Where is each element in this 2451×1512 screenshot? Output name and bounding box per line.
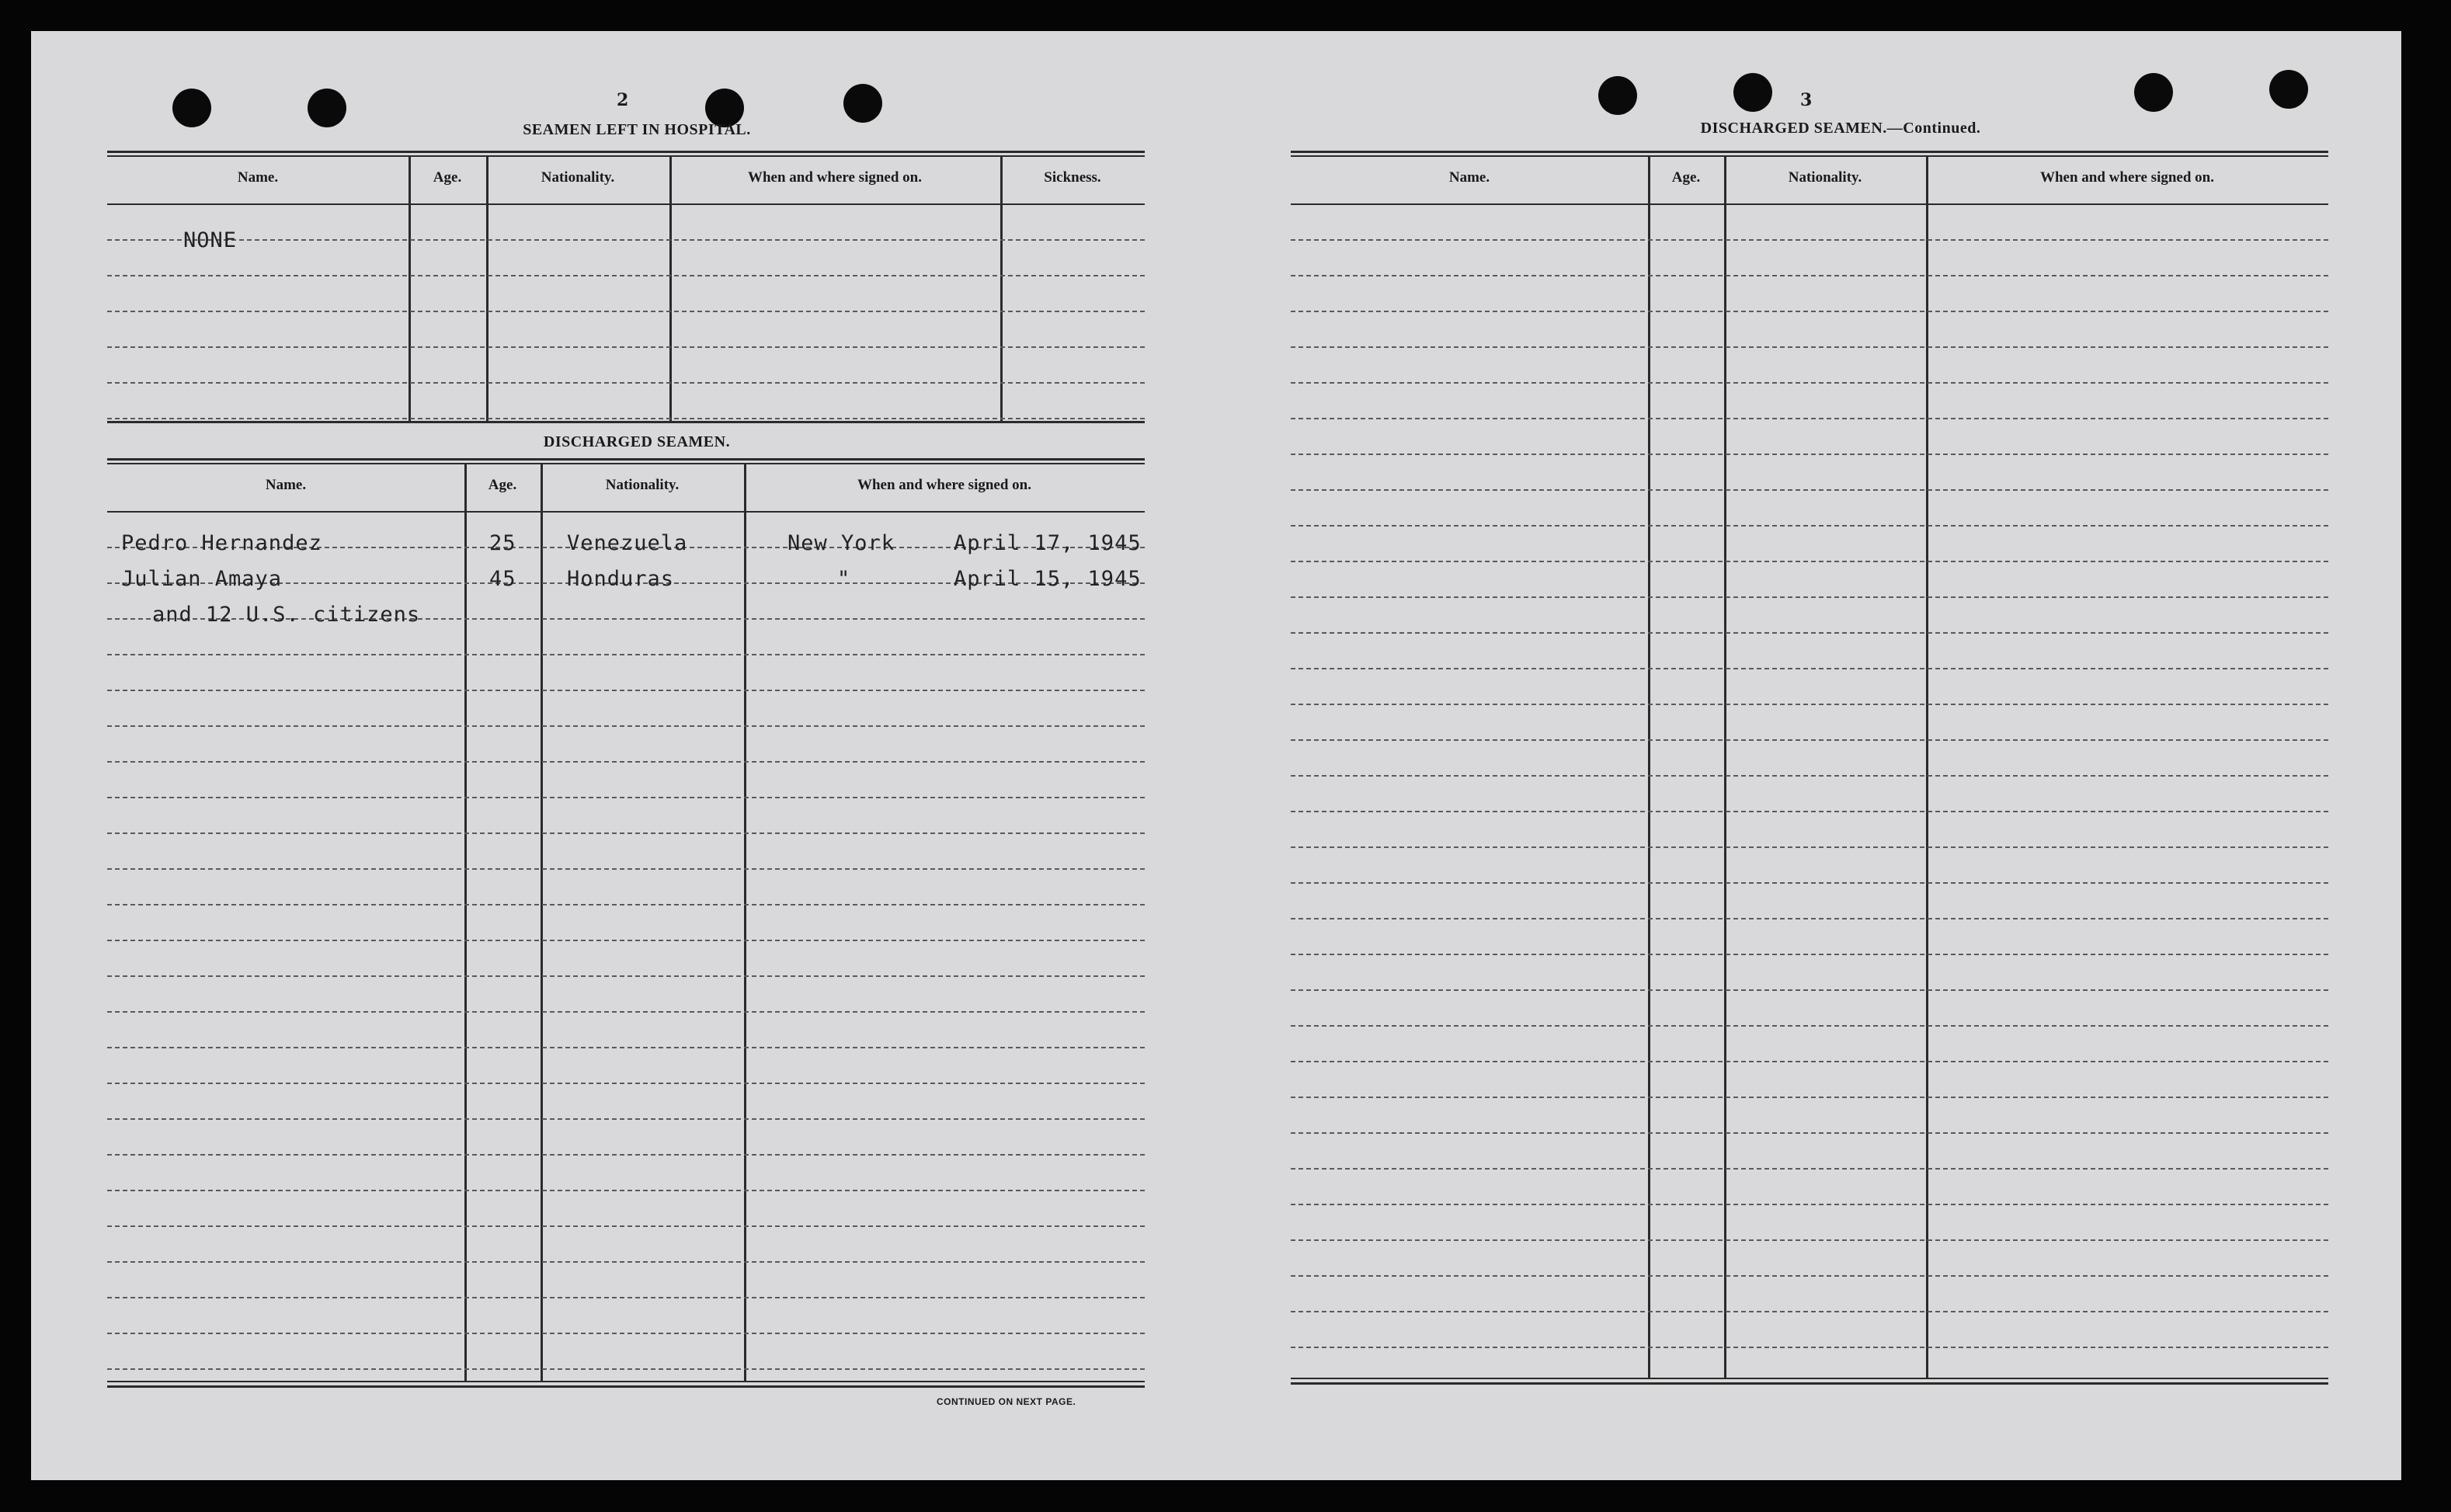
- page-number-left: 2: [617, 90, 629, 110]
- row-rule: [1291, 668, 2328, 669]
- row-rule: [107, 690, 1145, 691]
- row-rule: [1291, 1097, 2328, 1098]
- row-rule: [107, 797, 1145, 798]
- row-rule: [107, 1118, 1145, 1120]
- row-rule: [107, 1047, 1145, 1048]
- row-rule: [107, 239, 1145, 241]
- row-rule: [107, 654, 1145, 655]
- row-rule: [1291, 846, 2328, 848]
- row-rule: [107, 725, 1145, 727]
- row-rule: [107, 346, 1145, 348]
- row3-name: and 12 U.S. citizens: [152, 603, 421, 627]
- row-rule: [107, 275, 1145, 276]
- right-col-divider: [1724, 157, 1726, 1378]
- row2-place: ": [837, 567, 851, 591]
- hospital-top-rule-2: [107, 155, 1145, 157]
- right-top-rule: [1291, 151, 2328, 153]
- discharged-col-age: Age.: [488, 477, 517, 493]
- row-rule: [1291, 275, 2328, 276]
- discharged-col-divider: [744, 464, 746, 1381]
- row-rule: [1291, 704, 2328, 705]
- row-rule: [107, 1333, 1145, 1334]
- row-rule: [107, 382, 1145, 384]
- row-rule: [1291, 489, 2328, 491]
- punch-hole: [843, 84, 882, 123]
- row-rule: [1291, 382, 2328, 384]
- row-rule: [1291, 1025, 2328, 1027]
- row-rule: [1291, 1061, 2328, 1062]
- row-rule: [1291, 311, 2328, 312]
- row-rule: [107, 975, 1145, 977]
- row-rule: [1291, 632, 2328, 634]
- hospital-section-title: SEAMEN LEFT IN HOSPITAL.: [523, 121, 751, 138]
- hospital-header-rule: [107, 203, 1145, 205]
- hospital-col-divider: [408, 157, 411, 421]
- punch-hole: [2269, 70, 2308, 109]
- row1-nationality: Venezuela: [567, 531, 688, 555]
- right-bottom-rule-2: [1291, 1382, 2328, 1385]
- row-rule: [107, 1368, 1145, 1370]
- right-col-name: Name.: [1448, 169, 1490, 186]
- discharged-col-name: Name.: [265, 477, 307, 493]
- discharged-bottom-rule-2: [107, 1385, 1145, 1388]
- row-rule: [1291, 775, 2328, 777]
- hospital-col-divider: [669, 157, 672, 421]
- row1-name: Pedro Hernandez: [121, 531, 322, 555]
- right-col-signed-on: When and where signed on.: [2039, 169, 2214, 186]
- row-rule: [1291, 454, 2328, 455]
- row-rule: [1291, 418, 2328, 419]
- hospital-col-signed-on: When and where signed on.: [747, 169, 922, 186]
- row-rule: [1291, 596, 2328, 598]
- hospital-col-divider: [486, 157, 488, 421]
- row-rule: [107, 832, 1145, 834]
- row-rule: [1291, 1168, 2328, 1170]
- row-rule: [107, 940, 1145, 941]
- row-rule: [1291, 346, 2328, 348]
- row-rule: [107, 1190, 1145, 1191]
- row-rule: [107, 1261, 1145, 1263]
- discharged-col-nationality: Nationality.: [605, 477, 680, 493]
- row-rule: [107, 868, 1145, 870]
- row1-place: New York: [787, 531, 895, 555]
- right-top-rule-2: [1291, 155, 2328, 157]
- row-rule: [107, 418, 1145, 419]
- row2-age: 45: [489, 567, 516, 591]
- hospital-col-name: Name.: [237, 169, 279, 186]
- row-rule: [1291, 561, 2328, 562]
- row-rule: [1291, 1204, 2328, 1205]
- right-header-rule: [1291, 203, 2328, 205]
- row-rule: [1291, 1347, 2328, 1348]
- row-rule: [107, 311, 1145, 312]
- row-rule: [107, 761, 1145, 763]
- right-bottom-rule: [1291, 1378, 2328, 1379]
- row1-date: April 17, 1945: [954, 531, 1142, 555]
- row-rule: [107, 1011, 1145, 1013]
- hospital-entry-none: NONE: [183, 228, 238, 252]
- row-rule: [1291, 989, 2328, 991]
- row-rule: [1291, 739, 2328, 741]
- row1-age: 25: [489, 531, 516, 555]
- row-rule: [1291, 1132, 2328, 1134]
- hospital-col-divider: [1000, 157, 1003, 421]
- row-rule: [1291, 918, 2328, 919]
- row-rule: [107, 1154, 1145, 1156]
- discharged-section-title: DISCHARGED SEAMEN.: [543, 433, 731, 450]
- continued-footer: CONTINUED ON NEXT PAGE.: [937, 1396, 1076, 1407]
- hospital-col-sickness: Sickness.: [1044, 169, 1101, 186]
- punch-hole: [1598, 76, 1637, 115]
- row2-date: April 15, 1945: [954, 567, 1142, 591]
- discharged-col-divider: [541, 464, 543, 1381]
- document-sheet: [31, 31, 2401, 1480]
- row-rule: [107, 1297, 1145, 1298]
- row-rule: [107, 1083, 1145, 1084]
- row-rule: [1291, 954, 2328, 955]
- discharged-top-rule: [107, 458, 1145, 461]
- row-rule: [1291, 1311, 2328, 1312]
- punch-hole: [1733, 73, 1772, 112]
- right-col-nationality: Nationality.: [1788, 169, 1862, 186]
- hospital-top-rule: [107, 151, 1145, 153]
- discharged-bottom-rule: [107, 1381, 1145, 1382]
- discharged-col-divider: [464, 464, 467, 1381]
- hospital-bottom-rule: [107, 421, 1145, 423]
- row-rule: [1291, 1239, 2328, 1241]
- row-rule: [107, 1225, 1145, 1227]
- punch-hole: [172, 89, 211, 127]
- row2-name: Julian Amaya: [121, 567, 283, 591]
- hospital-col-nationality: Nationality.: [541, 169, 615, 186]
- right-col-age: Age.: [1671, 169, 1701, 186]
- page-number-right: 3: [1800, 90, 1813, 110]
- punch-hole: [2134, 73, 2173, 112]
- punch-hole: [308, 89, 346, 127]
- row2-nationality: Honduras: [567, 567, 675, 591]
- right-col-divider: [1648, 157, 1650, 1378]
- row-rule: [1291, 811, 2328, 812]
- row-rule: [1291, 1275, 2328, 1277]
- discharged-col-signed-on: When and where signed on.: [857, 477, 1031, 493]
- right-col-divider: [1926, 157, 1928, 1378]
- hospital-col-age: Age.: [433, 169, 462, 186]
- discharged-top-rule-2: [107, 463, 1145, 464]
- row-rule: [1291, 882, 2328, 884]
- row-rule: [1291, 239, 2328, 241]
- row-rule: [107, 904, 1145, 905]
- discharged-continued-title: DISCHARGED SEAMEN.—Continued.: [1700, 120, 1981, 137]
- row-rule: [1291, 525, 2328, 527]
- discharged-header-rule: [107, 511, 1145, 513]
